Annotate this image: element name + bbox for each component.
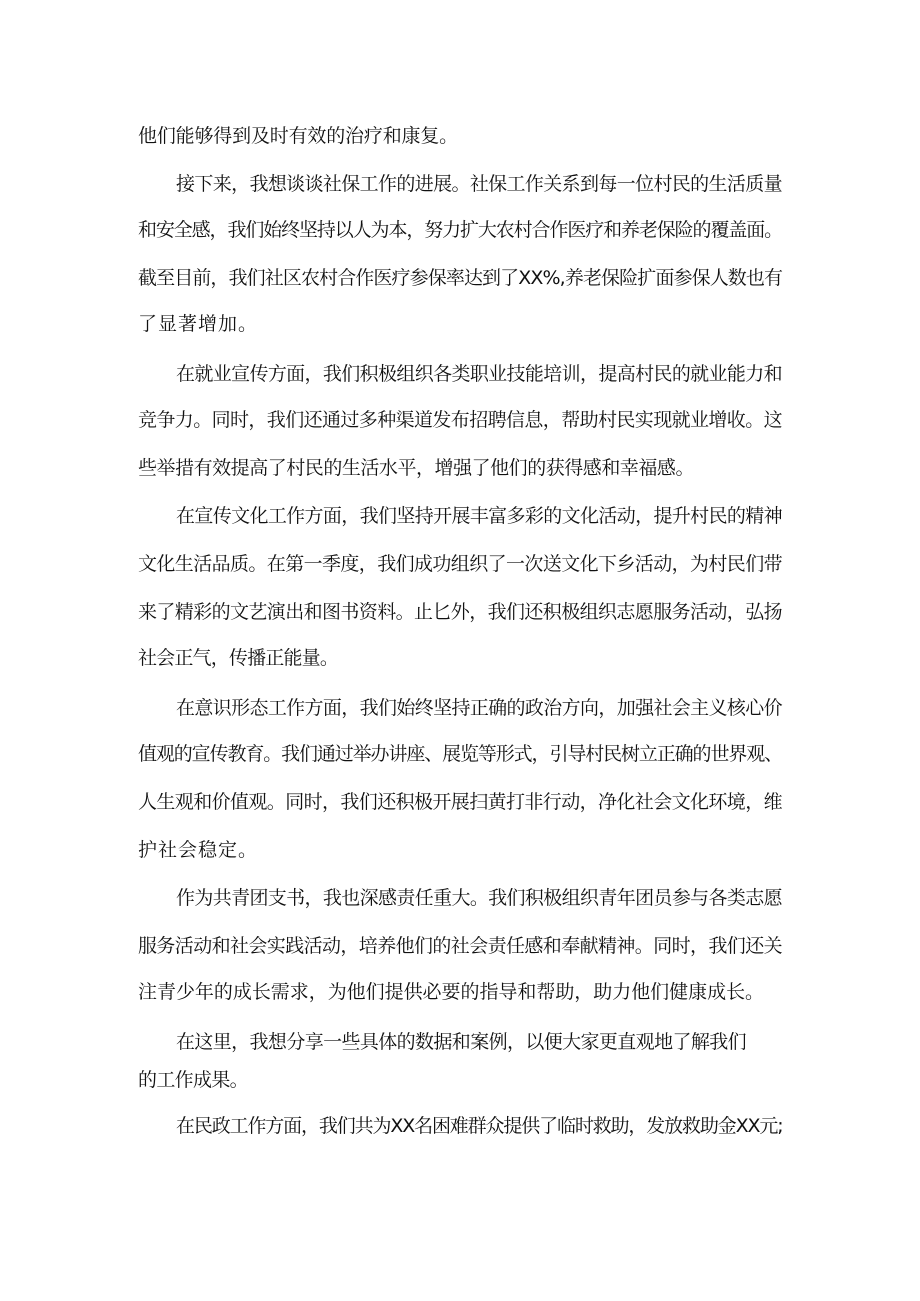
- paragraph-line: 在民政工作方面，我们共为XX名困难群众提供了临时救助，发放救助金XX元;: [176, 1115, 783, 1137]
- paragraph-line: 他们能够得到及时有效的治疗和康复。: [138, 125, 459, 147]
- paragraph-line: 注青少年的成长需求，为他们提供必要的指导和帮助，助力他们健康成长。: [138, 981, 765, 1003]
- paragraph-line: 些举措有效提高了村民的生活水平，增强了他们的获得感和幸福感。: [138, 457, 695, 479]
- paragraph-line: 了显著增加。: [138, 313, 259, 335]
- paragraph-line: 接下来，我想谈谈社保工作的进展。社保工作关系到每一位村民的生活质量: [176, 173, 783, 195]
- paragraph-line: 竞争力。同时，我们还通过多种渠道发布招聘信息，帮助村民实现就业增收。这: [138, 409, 783, 431]
- paragraph-line: 在宣传文化工作方面，我们坚持开展丰富多彩的文化活动，提升村民的精神: [176, 505, 783, 527]
- paragraph-line: 人生观和价值观。同时，我们还积极开展扫黄打非行动，净化社会文化环境，维: [138, 791, 783, 813]
- paragraph-line: 作为共青团支书，我也深感责任重大。我们积极组织青年团员参与各类志愿: [176, 887, 783, 909]
- paragraph-line: 在这里，我想分享一些具体的数据和案例，以便大家更直观地了解我们: [176, 1031, 747, 1053]
- paragraph-line: 截至目前，我们社区农村合作医疗参保率达到了XX%,养老保险扩面参保人数也有: [138, 267, 783, 289]
- paragraph-line: 来了精彩的文艺演出和图书资料。止匕外，我们还积极组织志愿服务活动，弘扬: [138, 601, 783, 623]
- paragraph-line: 护社会稳定。: [138, 839, 259, 861]
- paragraph-line: 在就业宣传方面，我们积极组织各类职业技能培训，提高村民的就业能力和: [176, 363, 783, 385]
- paragraph-line: 服务活动和社会实践活动，培养他们的社会责任感和奉献精神。同时，我们还关: [138, 935, 783, 957]
- paragraph-line: 在意识形态工作方面，我们始终坚持正确的政治方向，加强社会主义核心价: [176, 697, 783, 719]
- paragraph-line: 和安全感，我们始终坚持以人为本，努力扩大农村合作医疗和养老保险的覆盖面。: [138, 219, 783, 241]
- paragraph-line: 值观的宣传教育。我们通过举办讲座、展览等形式，引导村民树立正确的世界观、: [138, 743, 783, 765]
- paragraph-line: 文化生活品质。在第一季度，我们成功组织了一次送文化下乡活动，为村民们带: [138, 553, 783, 575]
- paragraph-line: 的工作成果。: [138, 1069, 249, 1091]
- paragraph-line: 社会正气，传播正能量。: [138, 647, 339, 669]
